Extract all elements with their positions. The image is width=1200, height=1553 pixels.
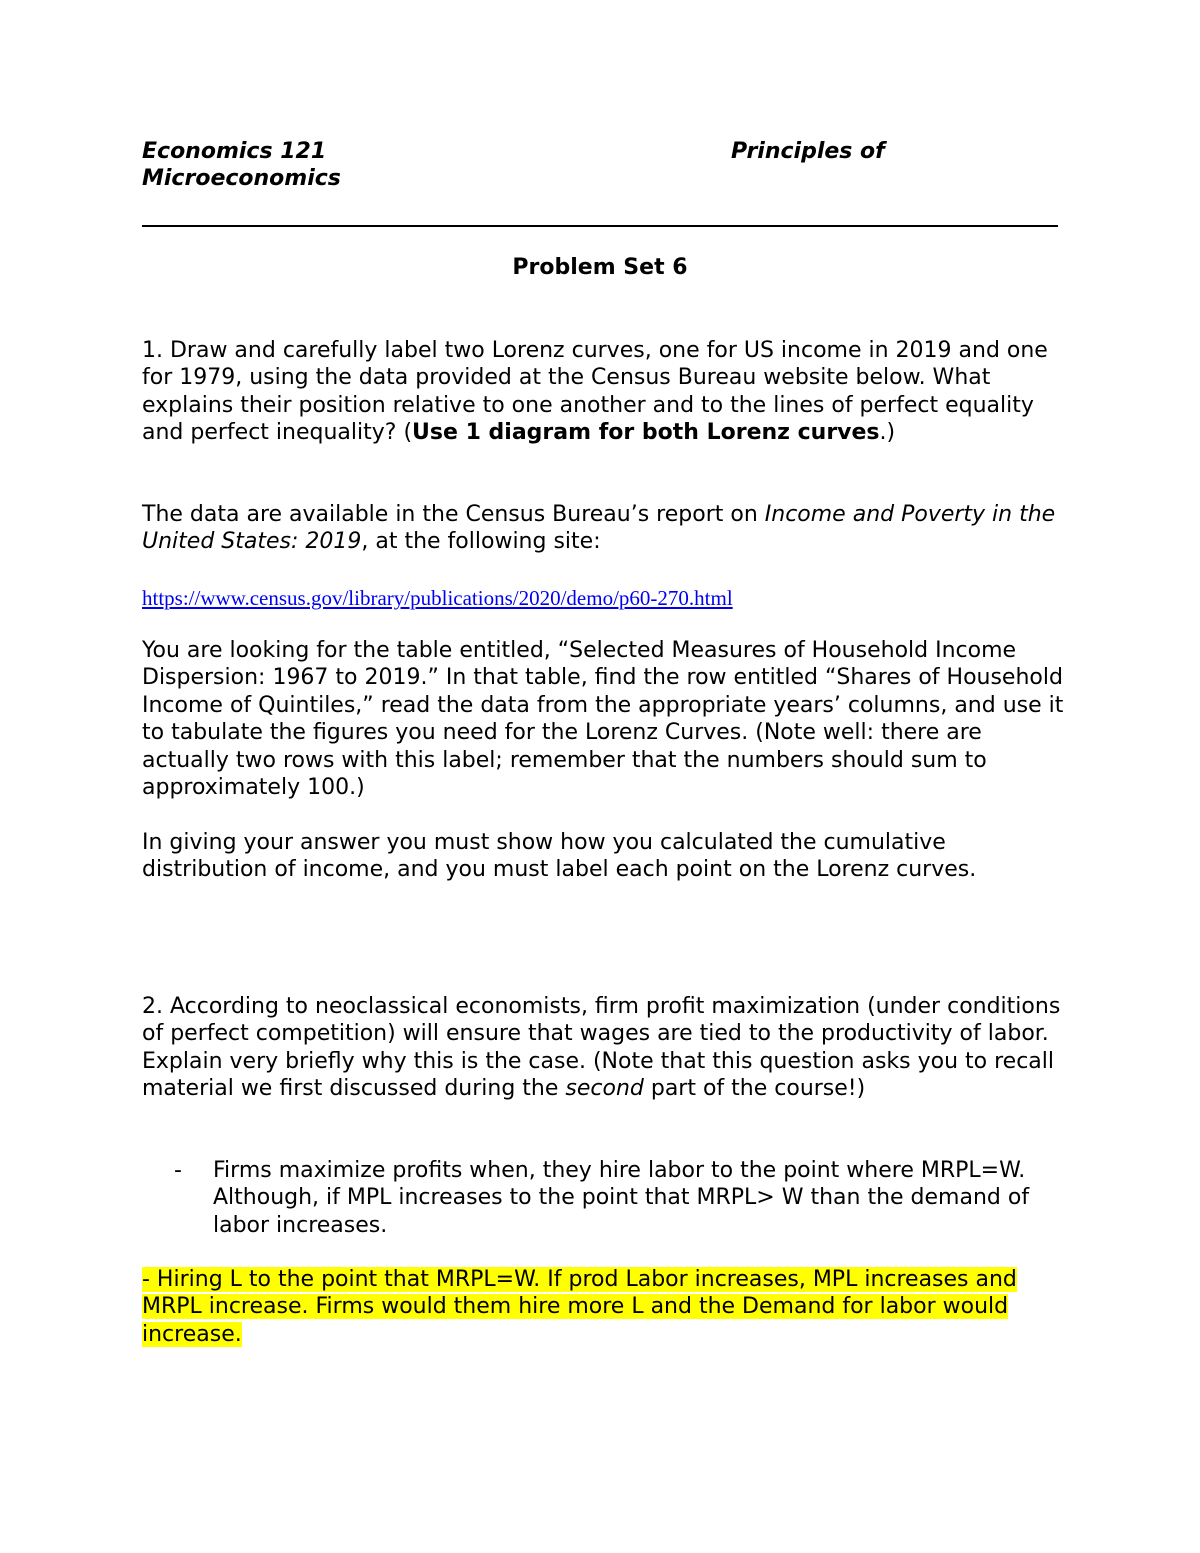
bullet-text: Firms maximize profits when, they hire labor to the point where MRPL=W. Although, if MPL increases to the point that MRPL> W than the demand of labor increases. bbox=[213, 1158, 1030, 1238]
question-2-text-end: part of the course!) bbox=[643, 1076, 866, 1102]
highlighted-answer: - Hiring L to the point that MRPL=W. If prod Labor increases, MPL increases and MRPL increase. Firms would them hire more L and the Demand for labor would increase. bbox=[142, 1267, 1017, 1347]
header-line-2 bbox=[142, 165, 1062, 192]
answer-instructions: In giving your answer you must show how you calculated the cumulative distribution of income, and you must label each point on the Lorenz curves. bbox=[142, 830, 977, 883]
report-title: Income and Poverty in the United States: 2019 bbox=[142, 502, 1056, 555]
question-1-bold-instruction: Use 1 diagram for both Lorenz curves bbox=[412, 420, 880, 446]
bullet-dash: - bbox=[174, 1158, 182, 1183]
header-divider bbox=[142, 225, 1058, 227]
course-title-part2: Microeconomics bbox=[142, 166, 341, 191]
question-1 bbox=[142, 337, 1067, 447]
course-number: Economics 121 bbox=[142, 139, 327, 164]
question-2-text: 2. According to neoclassical economists, firm profit maximization (under conditions of perfect competition) will ensure that wages are tied to the productivity of labor. Explain very briefly why this is the case. (Note that this question asks you to recall material we first discussed during the bbox=[142, 994, 1061, 1102]
data-intro-text: The data are available in the Census Bureau’s report on bbox=[142, 502, 765, 527]
census-link-wrapper bbox=[142, 585, 1067, 611]
answer-bullet bbox=[174, 1157, 1054, 1239]
header-line-1 bbox=[142, 138, 1062, 165]
census-link[interactable]: https://www.census.gov/library/publications/2020/demo/p60-270.html bbox=[142, 586, 733, 610]
page-title: Problem Set 6 bbox=[512, 255, 688, 280]
question-1-text: 1. Draw and carefully label two Lorenz curves, one for US income in 2019 and one for 1979, using the data provided at the Census Bureau website below. What explains their position relative to one another and to the lines of perfect equality and perfect inequality? ( bbox=[142, 338, 1048, 446]
data-intro-end: , at the following site: bbox=[361, 529, 601, 555]
question-1-text-end: .) bbox=[879, 420, 896, 446]
table-instructions: You are looking for the table entitled, “Selected Measures of Household Income Dispersion: 1967 to 2019.” In that table, find the row entitled “Shares of Household Income of Quintiles,” read the data from the appropriate years’ columns, and use it to tabulate the figures you need for the Lorenz Curves. (Note well: there are actually two rows with this label; remember that the numbers should sum to approximately 100.) bbox=[142, 638, 1064, 801]
highlighted-answer-paragraph bbox=[142, 1266, 1067, 1348]
data-source-paragraph bbox=[142, 501, 1067, 556]
document-header bbox=[142, 138, 1062, 192]
course-title-part1: Principles of bbox=[731, 139, 885, 164]
question-2 bbox=[142, 993, 1067, 1103]
question-2-italic: second bbox=[565, 1076, 644, 1102]
